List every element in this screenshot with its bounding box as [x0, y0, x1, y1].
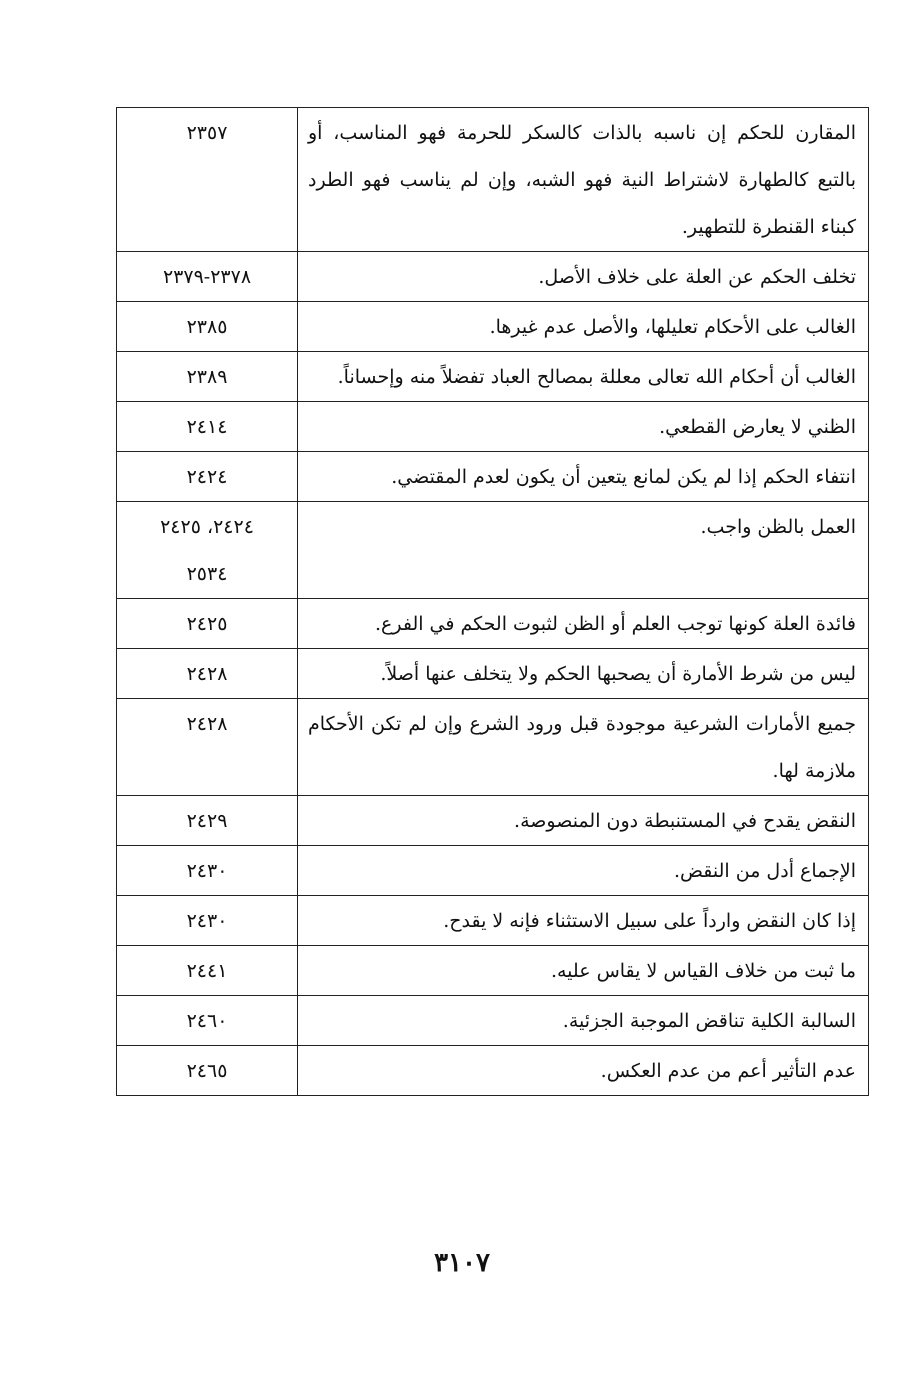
- table-row: [117, 896, 869, 946]
- page-reference-cell: [117, 402, 298, 452]
- rule-text: الإجماع أدل من النقض.: [298, 846, 869, 896]
- page-reference-cell: [117, 302, 298, 352]
- table-row: [117, 846, 869, 896]
- table-row: [117, 599, 869, 649]
- table-row: [117, 649, 869, 699]
- page-reference: ٢٥٣٤: [186, 563, 228, 585]
- table-row: [117, 699, 869, 796]
- page-reference: ٢٣٥٧: [186, 122, 228, 144]
- page-reference-cell: [117, 846, 298, 896]
- page-reference: ٢٤٢٥: [186, 613, 228, 635]
- page-reference: ٢٤٢٨: [186, 663, 228, 685]
- rule-text: تخلف الحكم عن العلة على خلاف الأصل.: [298, 252, 869, 302]
- page-reference: ٢٤٢٨: [186, 713, 228, 735]
- table-row: [117, 252, 869, 302]
- page-reference-cell: [117, 252, 298, 302]
- table-row: [117, 302, 869, 352]
- page-reference: ٢٤١٤: [186, 416, 228, 438]
- rule-text: إذا كان النقض وارداً على سبيل الاستثناء فإنه لا يقدح.: [298, 896, 869, 946]
- rule-text: عدم التأثير أعم من عدم العكس.: [298, 1046, 869, 1096]
- table-row: [117, 402, 869, 452]
- page-reference: ٢٤٤١: [186, 960, 228, 982]
- page-reference: ٢٣٨٥: [186, 316, 228, 338]
- table-row: [117, 996, 869, 1046]
- page-reference-cell: [117, 699, 298, 796]
- rule-text: ما ثبت من خلاف القياس لا يقاس عليه.: [298, 946, 869, 996]
- page-reference-cell: [117, 352, 298, 402]
- page-reference-cell: [117, 946, 298, 996]
- page-reference: ٢٤٣٠: [186, 910, 228, 932]
- rule-text: جميع الأمارات الشرعية موجودة قبل ورود الشرع وإن لم تكن الأحكام ملازمة لها.: [298, 699, 869, 796]
- page-reference: ٢٤٦٥: [186, 1060, 228, 1082]
- rule-text: انتفاء الحكم إذا لم يكن لمانع يتعين أن يكون لعدم المقتضي.: [298, 452, 869, 502]
- rule-text: الغالب على الأحكام تعليلها، والأصل عدم غيرها.: [298, 302, 869, 352]
- page-reference-cell: [117, 108, 298, 252]
- table-row: [117, 796, 869, 846]
- page-reference-cell: [117, 452, 298, 502]
- page-reference: ٢٤٦٠: [186, 1010, 228, 1032]
- table-row: [117, 1046, 869, 1096]
- page-reference-cell: [117, 996, 298, 1046]
- rule-text: فائدة العلة كونها توجب العلم أو الظن لثبوت الحكم في الفرع.: [298, 599, 869, 649]
- rule-text: ليس من شرط الأمارة أن يصحبها الحكم ولا يتخلف عنها أصلاً.: [298, 649, 869, 699]
- page-reference-cell: [117, 796, 298, 846]
- table-row: [117, 946, 869, 996]
- rule-text: المقارن للحكم إن ناسبه بالذات كالسكر للحرمة فهو المناسب، أو بالتبع كالطهارة لاشتراط النية فهو الشبه، وإن لم يناسب فهو الطرد كبناء القنطرة للتطهير.: [298, 108, 869, 252]
- table-row: [117, 502, 869, 599]
- rule-text: الغالب أن أحكام الله تعالى معللة بمصالح العباد تفضلاً منه وإحساناً.: [298, 352, 869, 402]
- page-reference: ٢٣٧٨-٢٣٧٩: [162, 266, 252, 288]
- page-reference: ٢٤٣٠: [186, 860, 228, 882]
- page-reference: ٢٤٢٤: [186, 466, 228, 488]
- page-number: ٣١٠٧: [434, 1248, 490, 1278]
- page-reference-cell: [117, 649, 298, 699]
- page-reference-cell: [117, 599, 298, 649]
- page-reference: ٢٤٢٩: [186, 810, 228, 832]
- page-reference-cell: [117, 896, 298, 946]
- rules-table-body: [117, 108, 869, 1096]
- rule-text: العمل بالظن واجب.: [298, 502, 869, 599]
- page-reference-cell: [117, 502, 298, 599]
- page-reference-cell: [117, 1046, 298, 1096]
- rule-text: السالبة الكلية تناقض الموجبة الجزئية.: [298, 996, 869, 1046]
- page-reference: ٢٣٨٩: [186, 366, 228, 388]
- rule-text: النقض يقدح في المستنبطة دون المنصوصة.: [298, 796, 869, 846]
- table-row: [117, 108, 869, 252]
- rule-text: الظني لا يعارض القطعي.: [298, 402, 869, 452]
- rules-index-table: [116, 107, 869, 1096]
- page-reference: ٢٤٢٤، ٢٤٢٥: [160, 516, 254, 538]
- table-row: [117, 352, 869, 402]
- table-row: [117, 452, 869, 502]
